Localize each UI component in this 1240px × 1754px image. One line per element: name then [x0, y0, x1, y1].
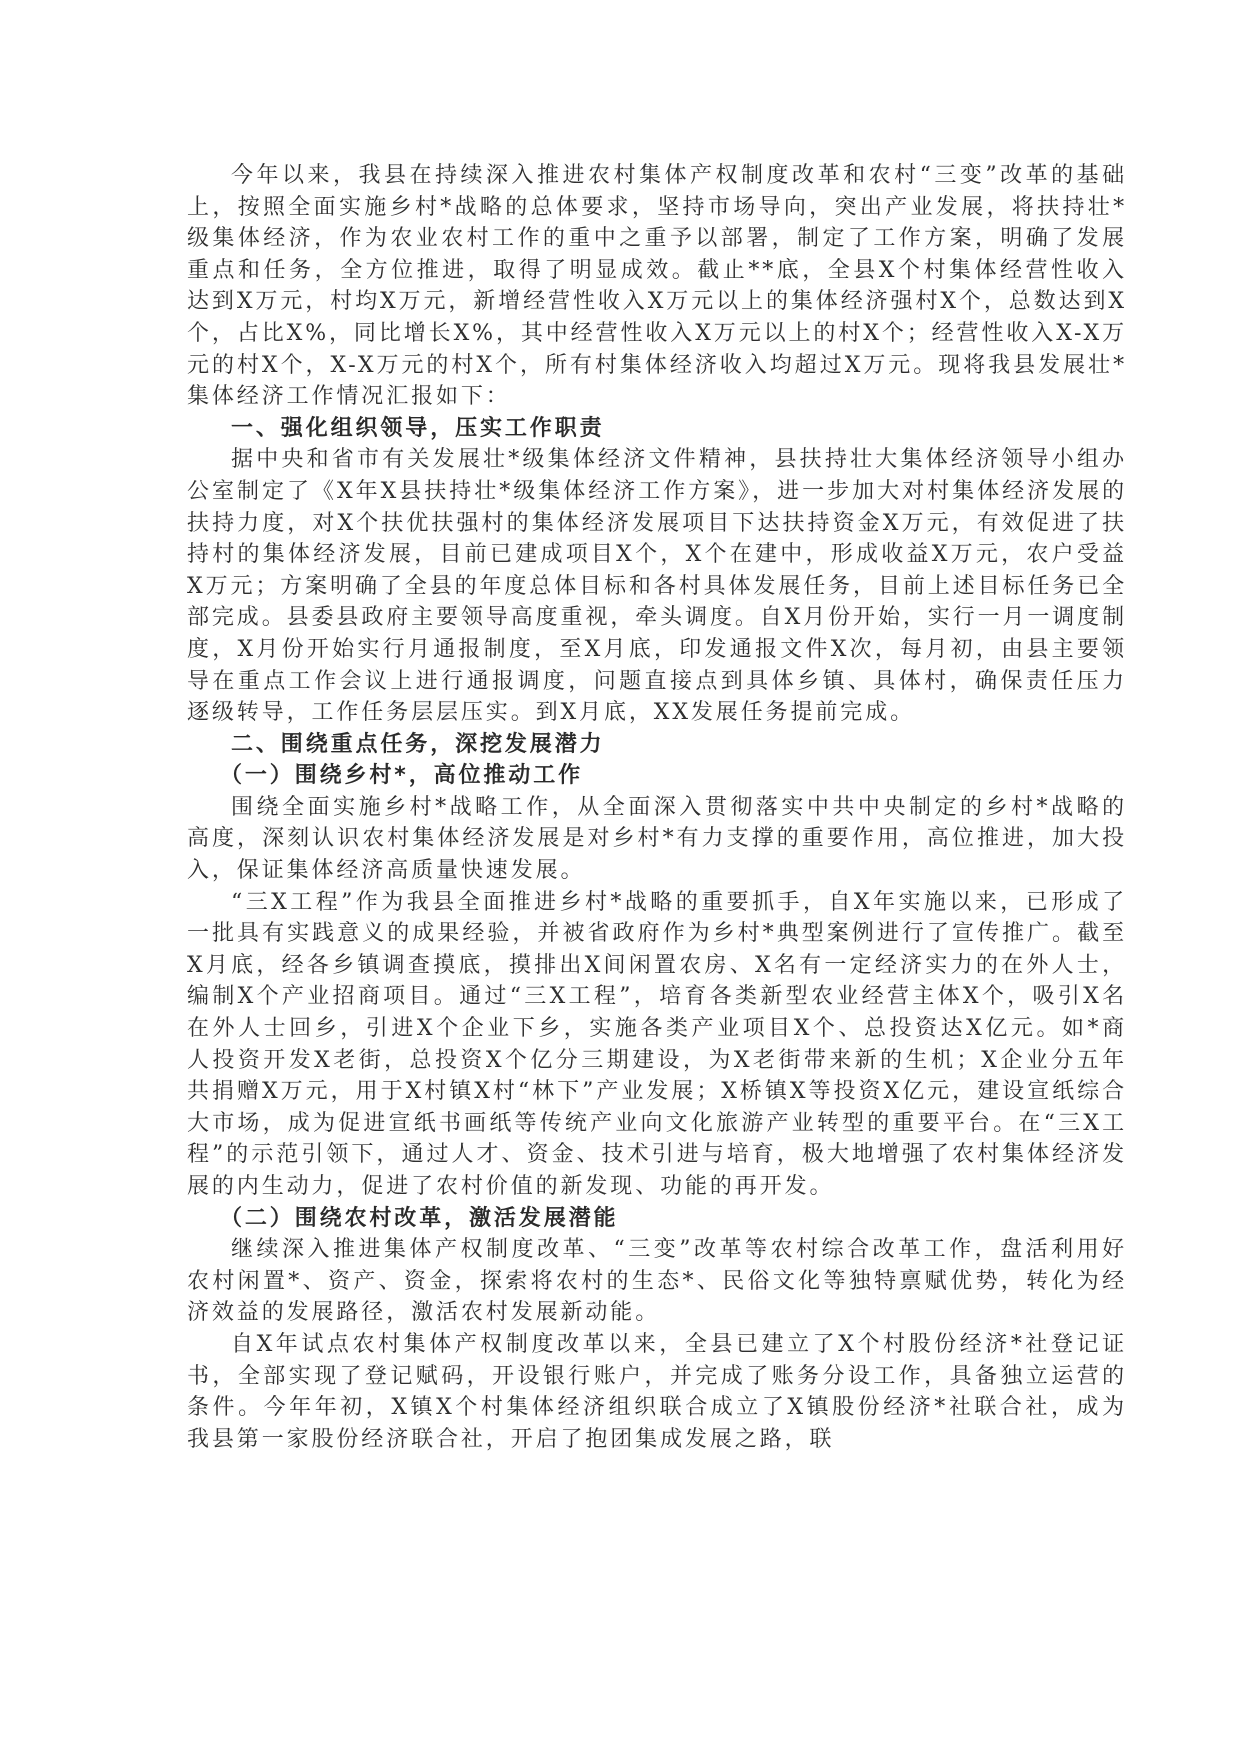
subsection-2-1-paragraph-1: 围绕全面实施乡村*战略工作，从全面深入贯彻落实中共中央制定的乡村*战略的高度，深刻认识农村集体经济发展是对乡村*有力支撑的重要作用，高位推进，加大投入，保证集体经济高质量快速发展。: [187, 794, 1127, 884]
subsection-heading-2-1: （一）围绕乡村*，高位推动工作: [220, 763, 584, 789]
subsection-2-2-paragraph-2: 自X年试点农村集体产权制度改革以来，全县已建立了X个村股份经济*社登记证书，全部实现了登记赋码，开设银行账户，并完成了账务分设工作，具备独立运营的条件。今年年初，X镇X个村集体经济组织联合成立了X镇股份经济*社联合社，成为我县第一家股份经济联合社，开启了抱团集成发展之路，联: [187, 1331, 1127, 1452]
section-heading-1: 一、强化组织领导，压实工作职责: [231, 415, 605, 441]
section-heading-2: 二、围绕重点任务，深挖发展潜力: [231, 731, 605, 757]
subsection-heading-2-2: （二）围绕农村改革，激活发展潜能: [220, 1205, 619, 1231]
intro-paragraph: 今年以来，我县在持续深入推进农村集体产权制度改革和农村“三变”改革的基础上，按照全面实施乡村*战略的总体要求，坚持市场导向，突出产业发展，将扶持壮*级集体经济，作为农业农村工作的重中之重予以部署，制定了工作方案，明确了发展重点和任务，全方位推进，取得了明显成效。截止**底，全县X个村集体经营性收入达到X万元，村均X万元，新增经营性收入X万元以上的集体经济强村X个，总数达到X个，占比X%，同比增长X%，其中经营性收入X万元以上的村X个；经营性收入X-X万元的村X个，X-X万元的村X个，所有村集体经济收入均超过X万元。现将我县发展壮*集体经济工作情况汇报如下：: [187, 163, 1127, 410]
document-page: [187, 160, 1127, 1455]
section-1-paragraph: 据中央和省市有关发展壮*级集体经济文件精神，县扶持壮大集体经济领导小组办公室制定了《X年X县扶持壮*级集体经济工作方案》，进一步加大对村集体经济发展的扶持力度，对X个扶优扶强村的集体经济发展项目下达扶持资金X万元，有效促进了扶持村的集体经济发展，目前已建成项目X个，X个在建中，形成收益X万元，农户受益X万元；方案明确了全县的年度总体目标和各村具体发展任务，目前上述目标任务已全部完成。县委县政府主要领导高度重视，牵头调度。自X月份开始，实行一月一调度制度，X月份开始实行月通报制度，至X月底，印发通报文件X次，每月初，由县主要领导在重点工作会议上进行通报调度，问题直接点到具体乡镇、具体村，确保责任压力逐级转导，工作任务层层压实。到X月底，XX发展任务提前完成。: [187, 447, 1127, 726]
subsection-2-2-paragraph-1: 继续深入推进集体产权制度改革、“三变”改革等农村综合改革工作，盘活利用好农村闲置*、资产、资金，探索将农村的生态*、民俗文化等独特禀赋优势，转化为经济效益的发展路径，激活农村发展新动能。: [187, 1237, 1127, 1326]
subsection-2-1-paragraph-2: “三X工程”作为我县全面推进乡村*战略的重要抓手，自X年实施以来，已形成了一批具有实践意义的成果经验，并被省政府作为乡村*典型案例进行了宣传推广。截至X月底，经各乡镇调查摸底，摸排出X间闲置农房、X名有一定经济实力的在外人士，编制X个产业招商项目。通过“三X工程”，培育各类新型农业经营主体X个，吸引X名在外人士回乡，引进X个企业下乡，实施各类产业项目X个、总投资达X亿元。如*商人投资开发X老街，总投资X个亿分三期建设，为X老街带来新的生机；X企业分五年共捐赠X万元，用于X村镇X村“林下”产业发展；X桥镇X等投资X亿元，建设宣纸综合大市场，成为促进宣纸书画纸等传统产业向文化旅游产业转型的重要平台。在“三X工程”的示范引领下，通过人才、资金、技术引进与培育，极大地增强了农村集体经济发展的内生动力，促进了农村价值的新发现、功能的再开发。: [187, 889, 1127, 1199]
